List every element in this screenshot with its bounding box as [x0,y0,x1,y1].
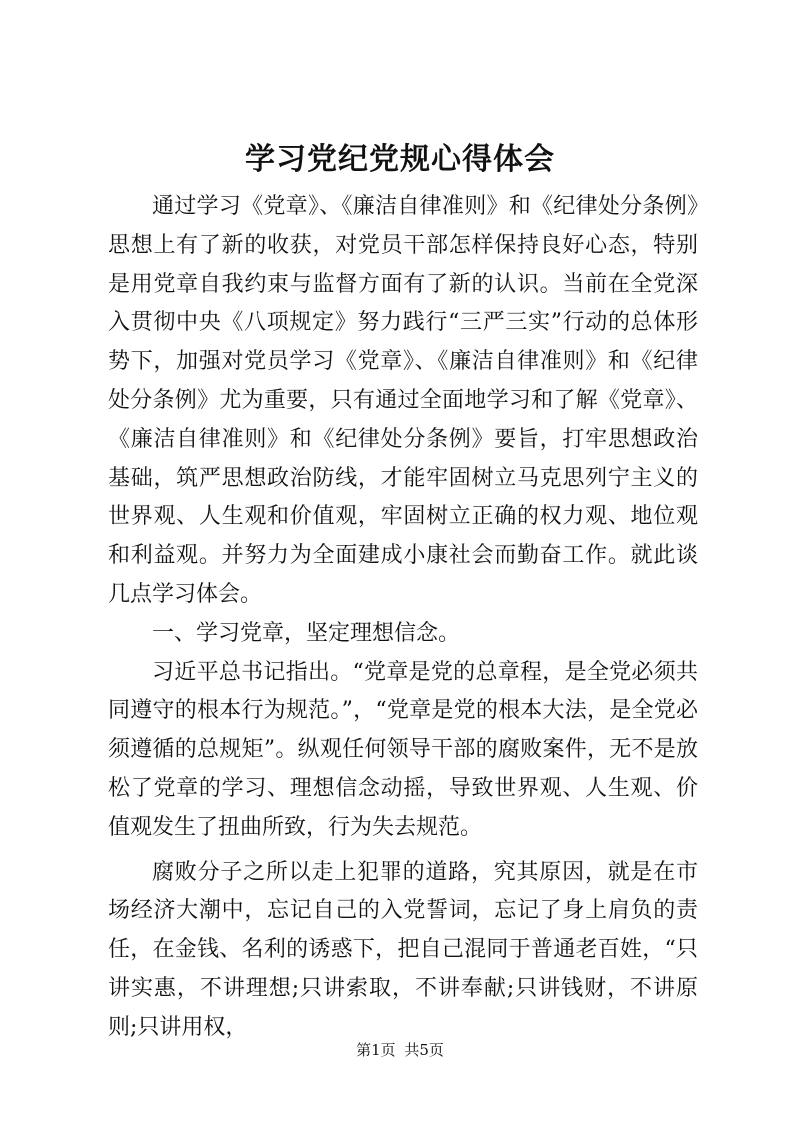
page-total: 共5页 [404,1041,444,1059]
paragraph-intro: 通过学习《党章》、《廉洁自律准则》和《纪律处分条例》思想上有了新的收获，对党员干部怎样保持良好心态，特别是用党章自我约束与监督方面有了新的认识。当前在全党深入贯彻中央《八项规定》努力践行“三严三实”行动的总体形势下，加强对党员学习《党章》、《廉洁自律准则》和《纪律处分条例》尤为重要，只有通过全面地学习和了解《党章》、《廉洁自律准则》和《纪律处分条例》要旨，打牢思想政治基础，筑严思想政治防线，才能牢固树立马克思列宁主义的世界观、人生观和价值观，牢固树立正确的权力观、地位观和利益观。并努力为全面建成小康社会而勤奋工作。就此谈几点学习体会。 [108,194,698,607]
section-heading-1: 一、学习党章，坚定理想信念。 [152,620,461,646]
page-number: 第1页 [356,1041,396,1059]
paragraph-corruption: 腐败分子之所以走上犯罪的道路，究其原因，就是在市场经济大潮中，忘记自己的入党誓词，忘记了身上肩负的责任，在金钱、名利的诱惑下，把自己混同于普通老百姓，“只讲实惠，不讲理想;只讲索取，不讲奉献;只讲钱财，不讲原则;只讲用权， [108,859,698,1040]
document-title: 学习党纪党规心得体会 [245,142,555,177]
page-footer [0,1040,800,1060]
document-body [108,188,698,1048]
paragraph-xi-quote: 习近平总书记指出。“党章是党的总章程，是全党必须共同遵守的根本行为规范。”，“党章是党的根本大法，是全党必须遵循的总规矩”。纵观任何领导干部的腐败案件，无不是放松了党章的学习、理想信念动摇，导致世界观、人生观、价值观发生了扭曲所致，行为失去规范。 [108,659,698,840]
